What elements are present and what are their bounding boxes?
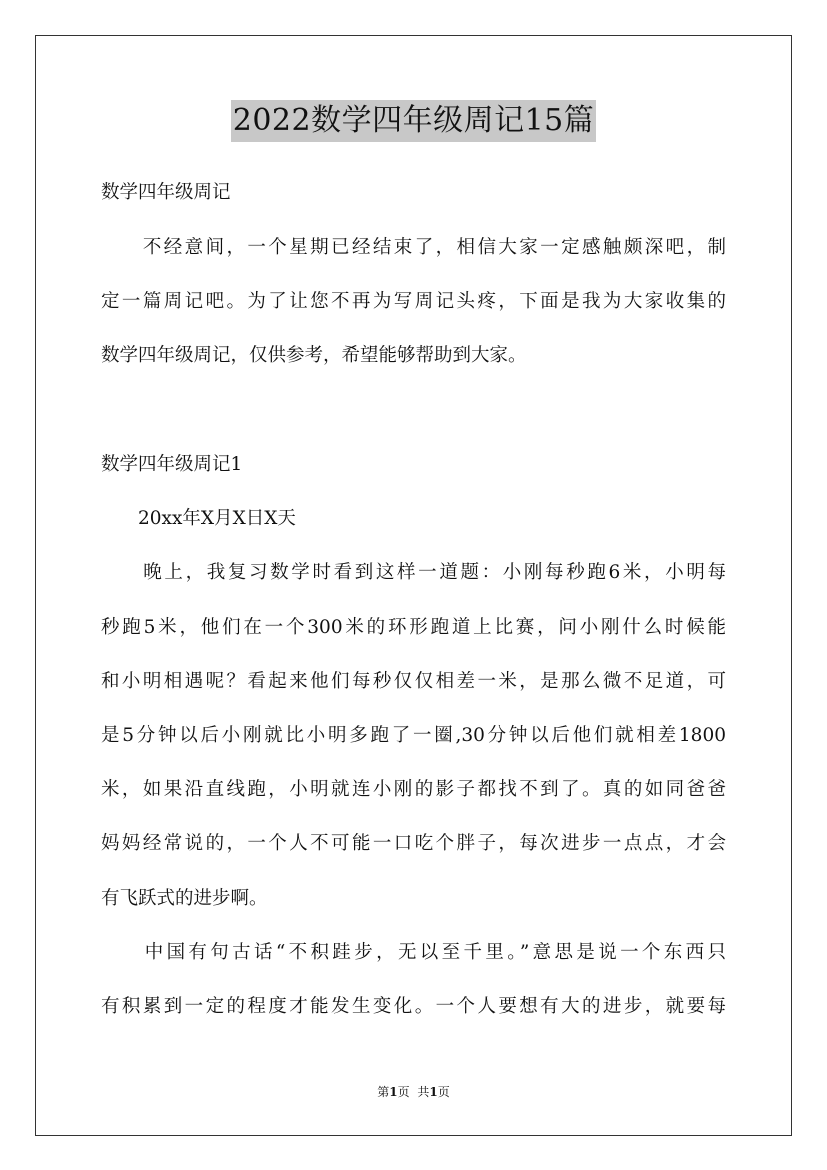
paragraph-line: 米，如果沿直线跑，小明就连小刚的影子都找不到了。真的如同爸爸 [101, 779, 726, 800]
paragraph-line: 晚上，我复习数学时看到这样一道题：小刚每秒跑6米，小明每 [101, 562, 726, 583]
paragraph-line: 数学四年级周记，仅供参考，希望能够帮助到大家。 [101, 345, 527, 366]
paragraph-line: 定一篇周记吧。为了让您不再为写周记头疼，下面是我为大家收集的 [101, 291, 726, 312]
date-line: 20xx年X月X日X天 [101, 508, 296, 529]
footer-page-suffix: 页 [397, 1085, 410, 1099]
footer-total-suffix: 页 [437, 1085, 450, 1099]
paragraph-line: 有积累到一定的程度才能发生变化。一个人要想有大的进步，就要每 [101, 996, 726, 1017]
footer-prefix: 第 [377, 1085, 390, 1099]
footer-total-prefix: 共 [417, 1085, 430, 1099]
section-heading: 数学四年级周记 [101, 182, 231, 203]
page-footer [0, 1084, 827, 1100]
paragraph-line: 中国有句古话“不积跬步，无以至千里。”意思是说一个东西只 [101, 942, 726, 963]
total-pages: 1 [429, 1085, 438, 1099]
paragraph-line: 有飞跃式的进步啊。 [101, 888, 268, 909]
paragraph-line: 不经意间，一个星期已经结束了，相信大家一定感触颇深吧，制 [101, 237, 726, 258]
paragraph-line: 妈妈经常说的，一个人不可能一口吃个胖子，每次进步一点点，才会 [101, 833, 726, 854]
title-container [0, 100, 827, 142]
section-heading: 数学四年级周记1 [101, 454, 243, 475]
paragraph-line: 和小明相遇呢？看起来他们每秒仅仅相差一米，是那么微不足道，可 [101, 671, 726, 692]
paragraph-line: 是5分钟以后小刚就比小明多跑了一圈,30分钟以后他们就相差1800 [101, 725, 726, 746]
page-number: 1 [389, 1085, 398, 1099]
document-title: 2022数学四年级周记15篇 [231, 100, 597, 142]
paragraph-line: 秒跑5米，他们在一个300米的环形跑道上比赛，问小刚什么时候能 [101, 617, 726, 638]
